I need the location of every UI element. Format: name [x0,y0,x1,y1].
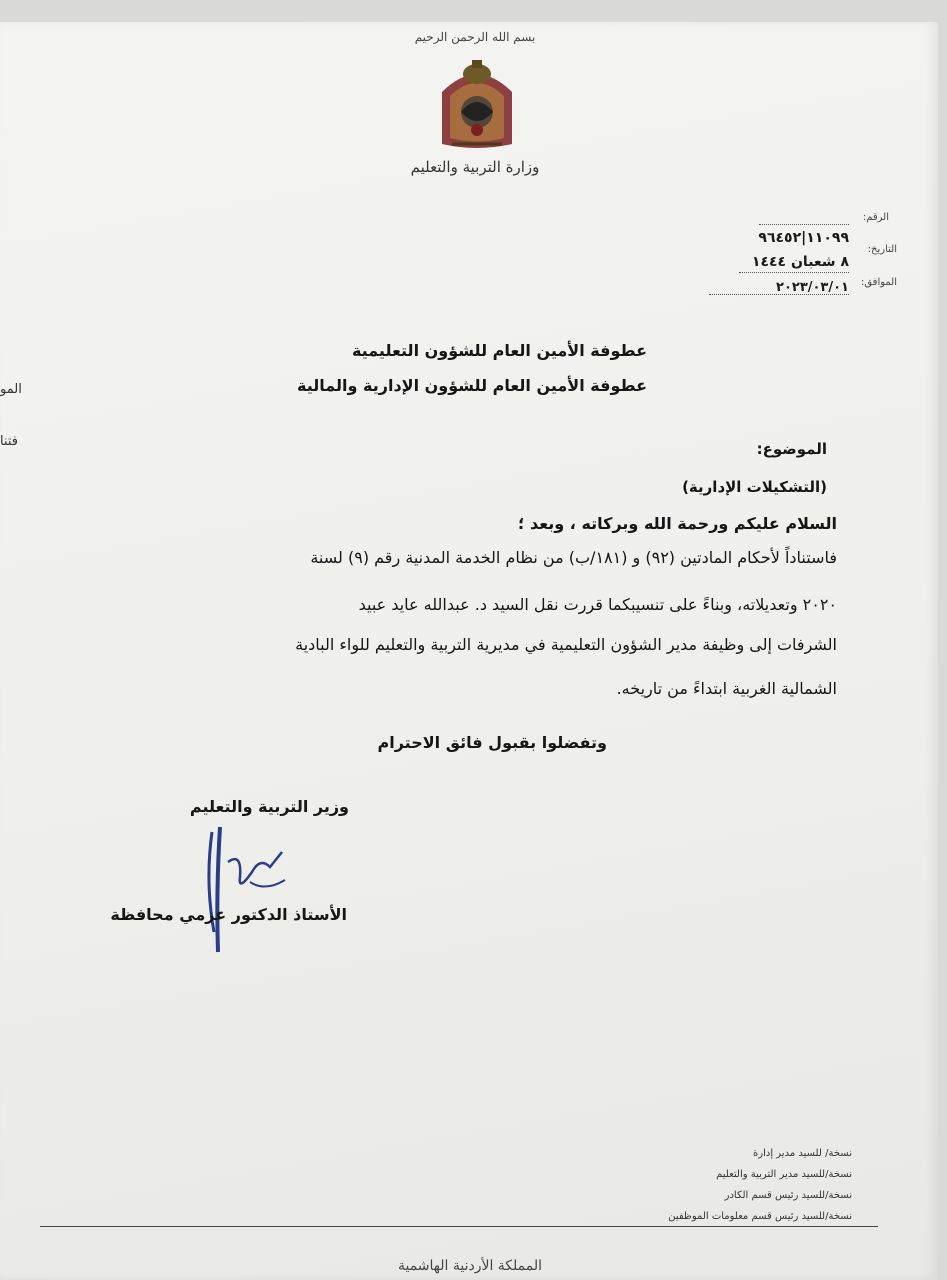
signatory-name: الأستاذ الدكتور عزمي محافظة [110,905,347,924]
body-line-4: الشمالية الغربية ابتداءً من تاريخه. [616,679,837,698]
copy-line-2: نسخة/للسيد مدير التربية والتعليم [716,1169,852,1180]
ministry-name: وزارة التربية والتعليم [410,158,540,176]
edge-fragment-1: المو [0,382,22,397]
closing-line: وتفضلوا بقبول فائق الاحترام [377,733,607,752]
body-line-3: الشرفات إلى وظيفة مدير الشؤون التعليمية في مديرية التربية والتعليم للواء البادية [295,635,837,654]
date-value: ٨ شعبان ١٤٤٤ [751,254,849,270]
ref-dotline [759,224,849,225]
addressee-1: عطوفة الأمين العام للشؤون التعليمية [351,341,647,360]
corresponding-label: الموافق: [860,277,897,288]
body-line-2: ٢٠٢٠ وتعديلاته، وبناءً على تنسيبكما قررت نقل السيد د. عبدالله عايد عبيد [358,595,837,614]
handwritten-signature-icon [190,822,300,957]
copy-line-4: نسخة/للسيد رئيس قسم معلومات الموظفين [668,1211,852,1222]
subject-label: الموضوع: [756,440,827,458]
footer-divider [40,1226,878,1227]
greeting: السلام عليكم ورحمة الله وبركاته ، وبعد ؛ [518,514,837,533]
copy-line-3: نسخة/للسيد رئيس قسم الكادر [724,1190,852,1201]
subject-value: (التشكيلات الإدارية) [682,478,827,496]
basmala: بسم الله الرحمن الرحيم [414,30,536,44]
jordan-crest-icon [432,52,522,152]
corresponding-dotline [709,294,849,295]
copy-line-1: نسخة/ للسيد مدير إدارة [753,1148,852,1159]
addressee-2: عطوفة الأمين العام للشؤون الإدارية والمالية [297,376,647,395]
corresponding-value: ٢٠٢٣/٠٣/٠١ [776,280,849,295]
signatory-title: وزير التربية والتعليم [189,797,349,816]
date-dotline [739,272,849,273]
body-line-1: فاستناداً لأحكام المادتين (٩٢) و (١٨١/ب) من نظام الخدمة المدنية رقم (٩) لسنة [310,548,837,567]
ref-value: ١١٠٩٩|٩٦٤٥٢ [758,230,849,246]
footer-country: المملكة الأردنية الهاشمية [397,1258,543,1274]
edge-fragment-2: فتنا [0,434,19,449]
date-label: التاريخ: [867,244,897,255]
ref-label: الرقم: [862,212,889,223]
